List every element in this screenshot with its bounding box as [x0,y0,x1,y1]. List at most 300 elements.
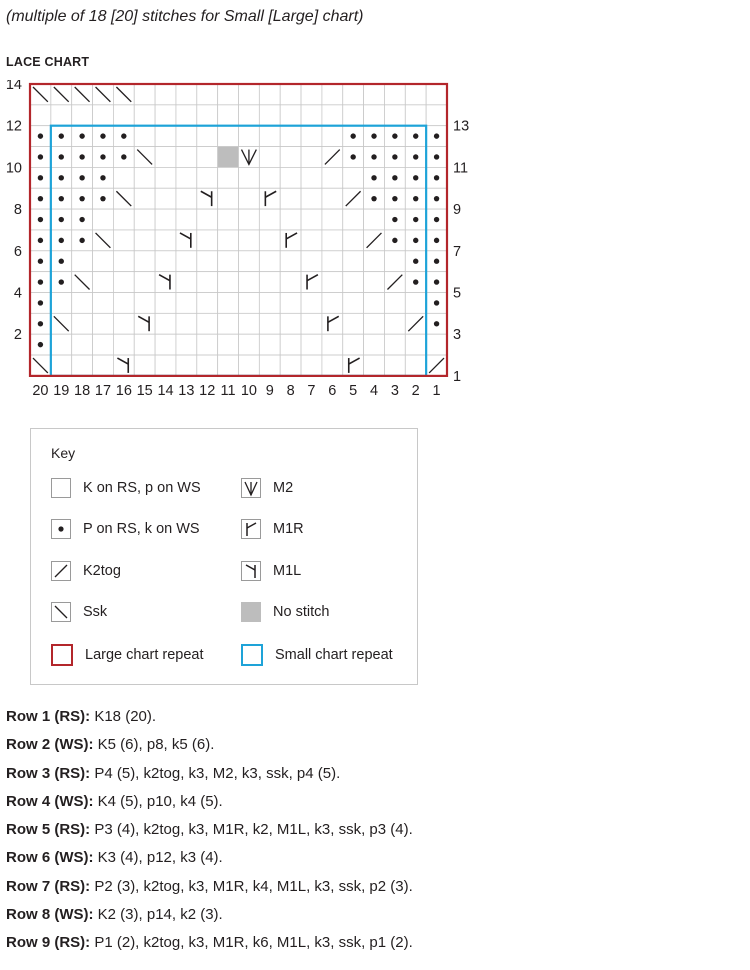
chart-cell [322,209,343,230]
small-repeat-icon [241,644,263,666]
chart-cell [134,188,155,209]
row-label-left: 14 [5,80,22,93]
purl-icon [51,519,71,539]
column-label: 7 [307,382,316,399]
row-text: K18 (20). [90,708,157,725]
chart-cell [322,188,343,209]
chart-cell [72,313,93,334]
purl-stitch [121,133,126,138]
column-label: 10 [240,382,257,399]
chart-cell [322,334,343,355]
chart-cell [259,147,280,168]
chart-cell [72,293,93,314]
chart-cell [280,167,301,188]
chart-cell [405,105,426,126]
chart-cell [176,313,197,334]
chart-cell [197,147,218,168]
chart-cell [301,167,322,188]
column-label: 19 [53,382,70,399]
chart-cell [93,272,114,293]
purl-stitch [38,196,43,201]
chart-cell [113,293,134,314]
chart-cell [72,251,93,272]
purl-stitch [79,154,84,159]
row-label-left: 2 [13,327,22,344]
chart-cell [405,355,426,376]
chart-cell [113,334,134,355]
row-instruction [6,873,413,901]
purl-stitch [59,259,64,264]
row-label-left: 6 [13,243,22,260]
chart-cell [343,293,364,314]
purl-stitch [371,175,376,180]
chart-cell [426,84,447,105]
purl-stitch [392,133,397,138]
row-label: Row 2 (WS): [6,736,94,754]
chart-cell [301,209,322,230]
chart-cell [134,313,155,334]
row-label: Row 7 (RS): [6,877,91,895]
chart-cell [343,84,364,105]
chart-cell [176,84,197,105]
row-label-right: 5 [453,285,462,302]
purl-stitch [38,321,43,326]
chart-cell [155,188,176,209]
row-instruction [6,703,413,731]
chart-cell [280,230,301,251]
chart-cell [301,147,322,168]
knit-icon [51,478,71,498]
chart-cell [322,230,343,251]
row-text: P2 (3), k2tog, k3, M1R, k4, M1L, k3, ssk, p2 (3). [90,877,413,895]
column-label: 2 [411,382,420,399]
chart-cell [364,84,385,105]
chart-cell [280,313,301,334]
purl-stitch [371,133,376,138]
chart-cell [301,126,322,147]
key-label: Small chart repeat [275,647,393,663]
chart-cell [72,355,93,376]
chart-cell [322,105,343,126]
purl-stitch [350,133,355,138]
chart-cell [239,272,260,293]
chart-cell [239,167,260,188]
row-instruction [6,731,413,759]
row-label-left: 10 [5,160,22,177]
chart-title: LACE CHART [6,55,90,69]
chart-cell [197,230,218,251]
purl-stitch [434,175,439,180]
row-label: Row 1 (RS): [6,708,91,725]
chart-cell [280,272,301,293]
chart-cell [239,334,260,355]
purl-stitch [392,154,397,159]
lace-chart [0,80,750,400]
column-label: 18 [74,382,91,399]
row-instruction [6,929,413,957]
chart-cell [384,105,405,126]
row-text: P4 (5), k2tog, k3, M2, k3, ssk, p4 (5). [90,764,341,782]
purl-stitch [434,133,439,138]
chart-cell [197,167,218,188]
key-label: No stitch [273,604,330,620]
chart-cell [301,188,322,209]
key-item-purl [51,519,200,539]
chart-cell [364,293,385,314]
chart-cell [280,147,301,168]
purl-stitch [59,217,64,222]
purl-stitch [413,196,418,201]
chart-cell [218,126,239,147]
chart-cell [134,293,155,314]
chart-cell [384,293,405,314]
row-label-right: 11 [453,160,469,177]
chart-cell [197,209,218,230]
purl-stitch [100,154,105,159]
purl-stitch [38,175,43,180]
chart-cell [301,293,322,314]
column-label: 1 [432,382,441,399]
purl-stitch [38,300,43,305]
purl-stitch [350,154,355,159]
chart-cell [364,105,385,126]
k2tog-icon [51,561,71,581]
column-label: 4 [369,382,379,399]
chart-cell [364,209,385,230]
chart-cell [239,251,260,272]
column-label: 3 [390,382,399,399]
chart-cell [134,209,155,230]
chart-cell [197,313,218,334]
purl-stitch [100,133,105,138]
chart-cell [134,272,155,293]
m1r-icon [241,519,261,539]
row-label-right: 1 [453,368,462,385]
chart-cell [134,251,155,272]
chart-cell [176,105,197,126]
column-label: 17 [94,382,112,399]
column-label: 5 [349,382,358,399]
chart-cell [259,355,280,376]
purl-stitch [434,259,439,264]
chart-cell [364,313,385,334]
purl-stitch [413,259,418,264]
key-label: M1R [273,521,304,537]
chart-cell [343,105,364,126]
chart-cell [301,251,322,272]
chart-cell [176,188,197,209]
row-instructions [6,703,413,958]
chart-cell [218,105,239,126]
chart-cell [239,230,260,251]
purl-stitch [38,342,43,347]
chart-cell [259,230,280,251]
key-item-m1l [241,561,301,581]
chart-cell [155,251,176,272]
chart-cell [259,334,280,355]
column-label: 6 [328,382,337,399]
key-title: Key [51,445,76,461]
row-label-right: 3 [453,327,462,344]
chart-cell [259,272,280,293]
purl-stitch [434,279,439,284]
column-label: 9 [265,382,274,399]
chart-cell [364,272,385,293]
chart-cell [155,355,176,376]
chart-cell [259,84,280,105]
chart-cell [343,167,364,188]
key-label: Large chart repeat [85,647,204,663]
row-text: K2 (3), p14, k2 (3). [93,906,223,924]
chart-cell [343,251,364,272]
chart-cell [405,334,426,355]
row-instruction [6,788,413,816]
chart-cell [176,355,197,376]
chart-cell [280,293,301,314]
purl-stitch [100,175,105,180]
chart-cell [280,188,301,209]
chart-cell [384,251,405,272]
chart-cell [343,355,364,376]
chart-cell [426,334,447,355]
chart-cell [322,126,343,147]
key-item-ssk [51,602,107,622]
chart-cell [384,355,405,376]
chart-cell [280,126,301,147]
chart-cell [176,251,197,272]
chart-cell [155,313,176,334]
purl-stitch [59,238,64,243]
chart-cell [218,355,239,376]
row-instruction [6,816,413,844]
column-label: 13 [178,382,195,399]
key-label: M2 [273,480,294,496]
chart-cell [113,230,134,251]
chart-cell [134,167,155,188]
purl-stitch [413,133,418,138]
chart-cell [343,313,364,334]
row-label: Row 9 (RS): [6,934,91,952]
chart-cell [259,209,280,230]
no-stitch-icon [241,602,261,622]
chart-cell [259,105,280,126]
chart-cell [301,313,322,334]
chart-cell [155,293,176,314]
chart-cell [93,334,114,355]
chart-cell [155,167,176,188]
chart-cell [155,272,176,293]
chart-cell [384,313,405,334]
chart-cell [384,84,405,105]
chart-cell [30,105,51,126]
chart-cell [322,167,343,188]
purl-stitch [38,217,43,222]
chart-cell [197,355,218,376]
purl-stitch [100,196,105,201]
column-label: 16 [115,382,132,399]
chart-cell [155,334,176,355]
chart-cell [197,84,218,105]
purl-stitch [371,154,376,159]
chart-cell [259,293,280,314]
row-label-left: 4 [13,285,22,302]
chart-cell [405,84,426,105]
row-label-right: 13 [453,118,470,135]
row-label: Row 6 (WS): [6,849,94,867]
purl-stitch [392,175,397,180]
chart-cell [176,230,197,251]
chart-cell [239,188,260,209]
row-instruction [6,760,413,788]
chart-cell [218,334,239,355]
chart-cell [301,355,322,376]
chart-cell [343,209,364,230]
key-item-small-repeat [241,644,393,666]
purl-stitch [413,217,418,222]
chart-cell [218,230,239,251]
chart-cell [197,188,218,209]
chart-cell [51,293,72,314]
chart-cell [364,334,385,355]
chart-cell [72,105,93,126]
key-label: Ssk [83,604,108,620]
chart-cell [155,147,176,168]
chart-cell [322,251,343,272]
row-label: Row 8 (WS): [6,906,94,924]
chart-cell [218,313,239,334]
chart-cell [259,167,280,188]
chart-cell [134,105,155,126]
chart-cell [197,334,218,355]
chart-cell [51,105,72,126]
chart-cell [301,272,322,293]
chart-cell [176,209,197,230]
chart-cell [322,84,343,105]
chart-cell [364,251,385,272]
chart-cell [93,313,114,334]
chart-cell [197,293,218,314]
row-label: Row 3 (RS): [6,764,91,782]
chart-cell [239,355,260,376]
purl-stitch [59,279,64,284]
key-item-m2 [241,478,293,498]
purl-stitch [413,279,418,284]
chart-cell [259,251,280,272]
chart-cell [239,105,260,126]
m2-icon [241,478,261,498]
chart-cell [239,293,260,314]
chart-cell [134,84,155,105]
key-label: K on RS, p on WS [83,480,201,496]
chart-cell [93,105,114,126]
chart-cell [155,209,176,230]
pattern-subtitle: (multiple of 18 [20] stitches for Small [Large] chart) [6,8,364,25]
purl-stitch [79,217,84,222]
chart-cell [280,84,301,105]
chart-cell [218,251,239,272]
chart-cell [343,272,364,293]
chart-key [30,428,418,685]
chart-cell [155,230,176,251]
purl-stitch [38,259,43,264]
purl-stitch [38,133,43,138]
chart-cell [134,334,155,355]
chart-cell [93,355,114,376]
purl-stitch [59,133,64,138]
row-instruction [6,901,413,929]
purl-stitch [392,238,397,243]
row-text: P3 (4), k2tog, k3, M1R, k2, M1L, k3, ssk, p3 (4). [90,821,413,839]
purl-stitch [434,321,439,326]
purl-stitch [38,279,43,284]
chart-cell [364,355,385,376]
purl-stitch [413,238,418,243]
chart-cell [322,272,343,293]
chart-cell [259,313,280,334]
purl-stitch [434,154,439,159]
row-label-left: 12 [5,118,22,135]
chart-cell [134,355,155,376]
row-instruction [6,844,413,872]
chart-cell [322,293,343,314]
chart-cell [301,334,322,355]
chart-cell [72,334,93,355]
key-item-m1r [241,519,304,539]
chart-cell [301,84,322,105]
chart-cell [280,355,301,376]
column-label: 12 [199,382,216,399]
purl-stitch [371,196,376,201]
purl-stitch [413,154,418,159]
chart-cell [197,251,218,272]
chart-cell [155,84,176,105]
chart-cell [280,105,301,126]
chart-cell [176,126,197,147]
row-text: P1 (2), k2tog, k3, M1R, k6, M1L, k3, ssk, p1 (2). [90,934,413,952]
chart-cell [134,230,155,251]
purl-stitch [121,154,126,159]
chart-cell [218,272,239,293]
column-label: 15 [136,382,153,399]
column-label: 20 [32,382,49,399]
chart-cell [343,230,364,251]
chart-cell [239,84,260,105]
chart-cell [218,147,239,168]
chart-cell [197,105,218,126]
chart-cell [93,293,114,314]
purl-stitch [38,154,43,159]
chart-cell [51,334,72,355]
key-item-knit [51,478,201,498]
purl-stitch [79,196,84,201]
chart-cell [426,105,447,126]
key-label: M1L [273,563,302,579]
purl-stitch [79,133,84,138]
chart-cell [113,272,134,293]
row-label: Row 5 (RS): [6,821,91,839]
purl-stitch [59,154,64,159]
chart-cell [280,334,301,355]
chart-cell [134,126,155,147]
key-item-k2tog [51,561,121,581]
purl-stitch [434,217,439,222]
chart-cell [113,355,134,376]
chart-cell [176,334,197,355]
chart-cell [322,313,343,334]
chart-cell [113,105,134,126]
chart-cell [218,293,239,314]
purl-stitch [413,175,418,180]
